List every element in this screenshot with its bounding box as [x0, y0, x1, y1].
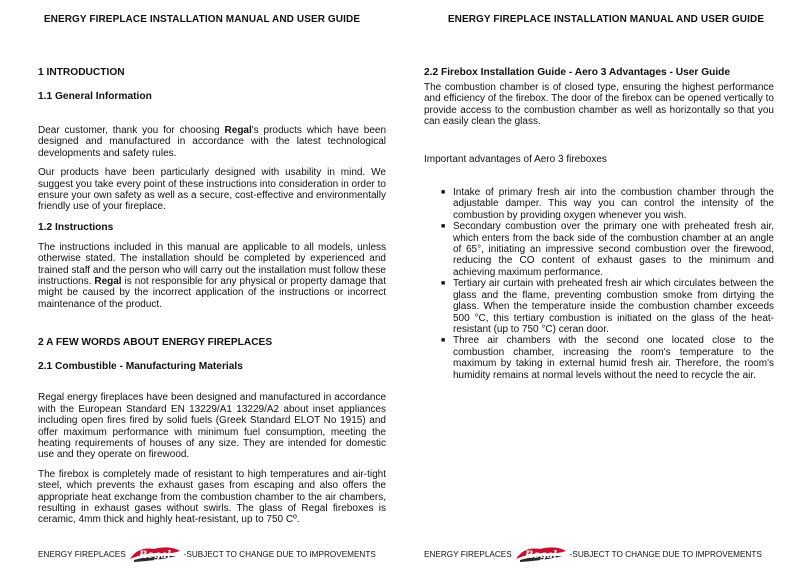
footer-right-text: -SUBJECT TO CHANGE DUE TO IMPROVEMENTS — [183, 549, 376, 559]
left-content — [38, 66, 386, 526]
general-info-paragraph: Dear customer, thank you for choosing Regal's products which have been designed and manufactured in accordance with the latest technological developments and safety rules. — [38, 125, 387, 159]
bullet-icon: ■ — [441, 189, 446, 197]
instructions-paragraph: The instructions included in this manual are applicable to all models, unless otherwise stated. The installation should be completed by experienced and trained staff and the person who will carry out the installation must follow these instructions. Regal is not responsible for any physical or property damage that might be caused by the incorrect application of the instructions or incorrect maintenance of the product. — [38, 241, 386, 310]
bullet-icon: ■ — [441, 223, 446, 231]
regal-logo-icon — [128, 544, 182, 564]
section-2-1-title: 2.1 Combustible - Manufacturing Materials — [38, 361, 243, 373]
list-item: ■ Tertiary air curtain with preheated fresh air which circulates between the glass and the flame, preventing combustion smoke from dirtying the glass. When the temperature inside the combustion chamber exceeds 500 °C, this tertiary combustion is initiated on the glass of the heat-resistant (up to 750 °C) ceran door. — [441, 278, 774, 335]
page-footer — [38, 544, 376, 564]
page-header: ENERGY FIREPLACE INSTALLATION MANUAL AND USER GUIDE — [43, 14, 361, 25]
firebox-material-paragraph: The firebox is completely made of resistant to high temperatures and air-tight steel, which prevents the exhaust gases from escaping and also offers the appropriate heat exchange from the combustion chamber to the air chambers, resulting in exhaust gases without swirls. The glass of Regal fireboxes is ceramic, 4mm thick and highly heat-resistant, up to 750 Cº. — [38, 468, 386, 526]
footer-left-text: ENERGY FIREPLACES — [424, 549, 512, 559]
svg-text:Regal: Regal — [138, 550, 171, 561]
bullet-icon: ■ — [441, 337, 446, 345]
bullet-icon: ■ — [441, 280, 446, 288]
advantages-list — [424, 187, 774, 381]
section-2-2-title: 2.2 Firebox Installation Guide - Aero 3 Advantages - User Guide — [424, 67, 731, 78]
section-1-title: 1 INTRODUCTION — [38, 67, 125, 78]
footer-right-text: -SUBJECT TO CHANGE DUE TO IMPROVEMENTS — [569, 549, 762, 559]
section-2-title: 2 A FEW WORDS ABOUT ENERGY FIREPLACES — [38, 337, 273, 349]
page-footer — [424, 544, 762, 564]
list-item: ■ Intake of primary fresh air into the combustion chamber through the adjustable damper. This way you can control the intensity of the combustion by providing oxygen whenever you wish. — [441, 187, 774, 221]
advantages-intro: Important advantages of Aero 3 fireboxes — [424, 153, 607, 165]
list-item: ■ Three air chambers with the second one located close to the combustion chamber, increasing the room's temperature to the maximum by taking in external humid fresh air. Therefore, the room's humidity remains at normal levels without the need to recycle the air. — [441, 335, 774, 381]
right-content — [424, 66, 774, 381]
footer-left-text: ENERGY FIREPLACES — [38, 549, 126, 559]
section-1-2-title: 1.2 Instructions — [38, 221, 114, 233]
combustible-paragraph: Regal energy fireplaces have been designed and manufactured in accordance with the European Standard EN 13229/A1 13229/A2 about inset appliances including open fires fired by solid fuels (Greek Standard ELOT No 1915) and offer maximum performance with minimum fuel consumption, meeting the heating requirements of houses of any size. They are intended for domestic use and they operate on firewood. — [38, 392, 386, 461]
right-page — [404, 0, 808, 576]
svg-text:Regal: Regal — [524, 550, 557, 561]
page-header: ENERGY FIREPLACE INSTALLATION MANUAL AND USER GUIDE — [447, 14, 765, 25]
list-item: ■ Secondary combustion over the primary one with preheated fresh air, which enters from the back side of the combustion chamber at an angle of 65°, initiating an impressive second combustion over the firewood, reducing the CO content of exhaust gases to the minimum and achieving maximum performance. — [441, 221, 774, 278]
combustion-chamber-paragraph: The combustion chamber is of closed type, ensuring the highest performance and efficiency of the firebox. The door of the firebox can be opened vertically to provide access to the combustion chamber as well as horizontally so that you can easily clean the glass. — [424, 82, 774, 128]
section-1-1-title: 1.1 General Information — [38, 91, 152, 102]
usability-paragraph: Our products have been particularly designed with usability in mind. We suggest you take every point of these instructions into consideration in order to ensure your own safety as well as a secure, cost-effective and environmentally friendly use of your fireplace. — [38, 167, 386, 213]
regal-logo-icon — [514, 544, 568, 564]
